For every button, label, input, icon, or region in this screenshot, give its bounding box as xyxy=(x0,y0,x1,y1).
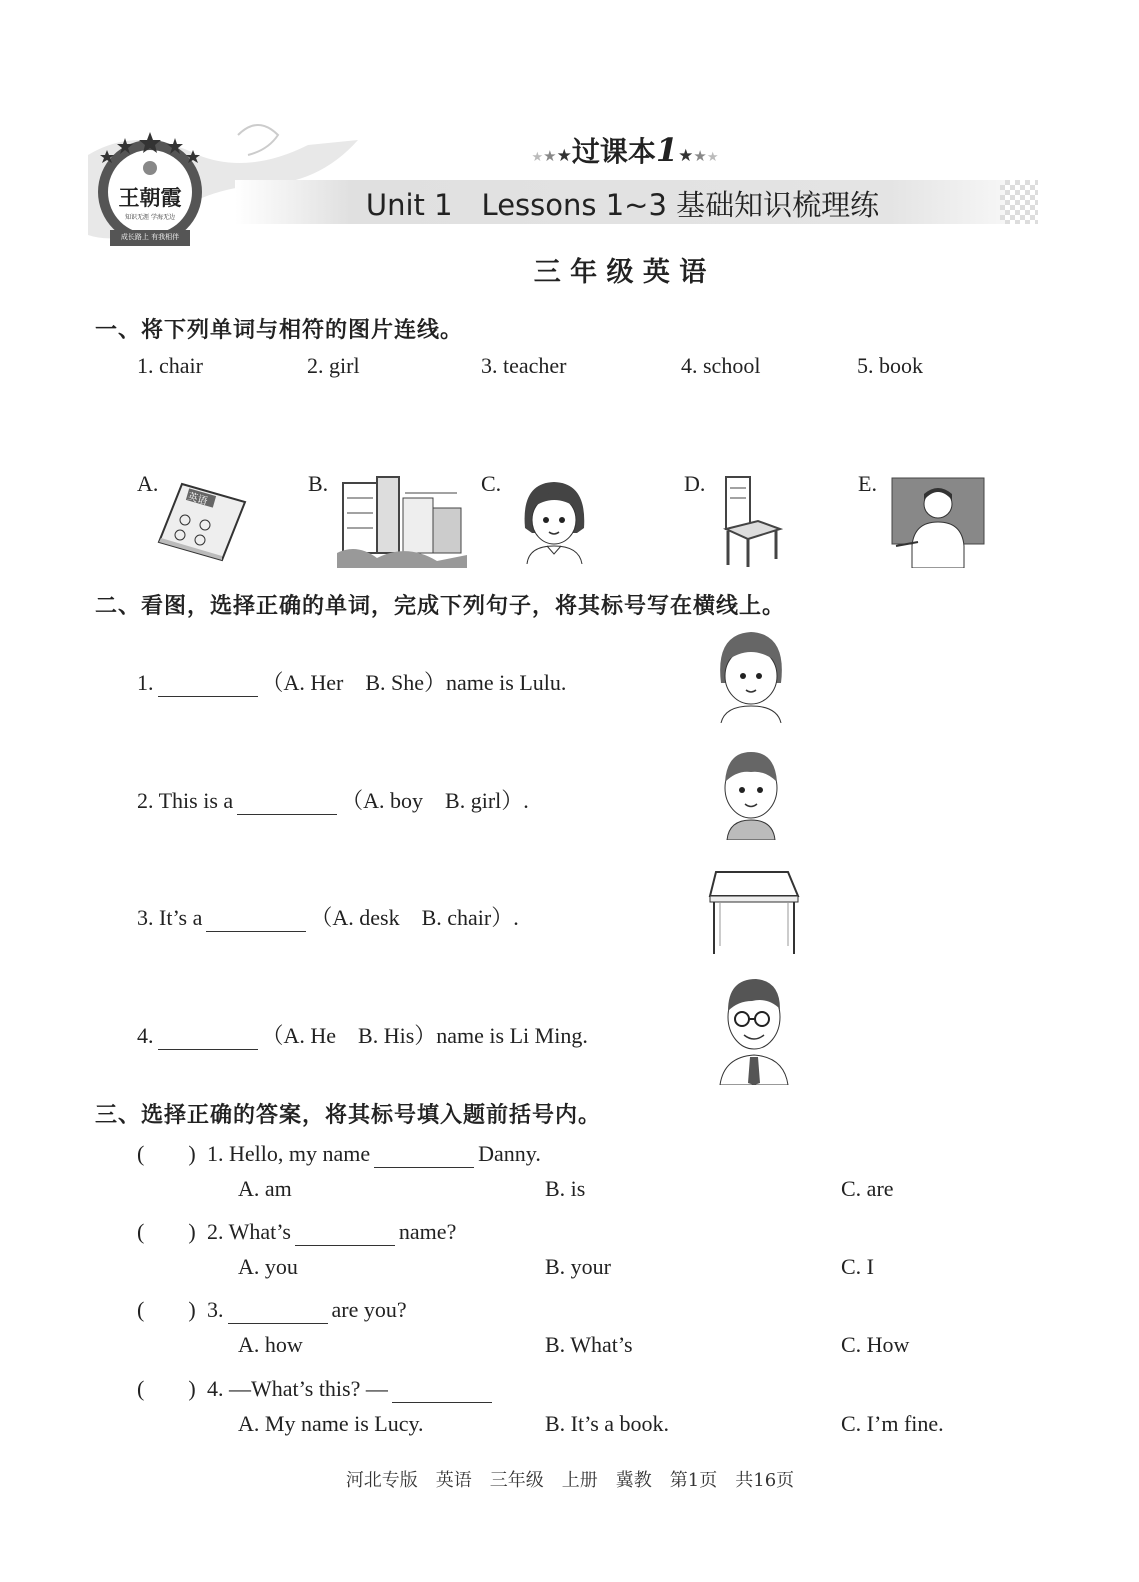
s2-item-1-post: （A. Her B. She）name is Lulu. xyxy=(261,670,567,695)
s2-answer-blank-3[interactable] xyxy=(206,909,306,932)
s2-item-4 xyxy=(137,1019,588,1050)
badge-number: 1 xyxy=(655,131,679,169)
s3-q1-option-b: B. is xyxy=(545,1176,586,1201)
s3-question-2 xyxy=(137,1215,456,1246)
s3-blank-3 xyxy=(228,1301,328,1324)
s2-item-2-pre: 2. This is a xyxy=(137,788,234,813)
logo-name: 王朝霞 xyxy=(118,185,182,210)
s3-q4-option-a: A. My name is Lucy. xyxy=(238,1411,424,1436)
star-icon: ★ xyxy=(531,150,544,165)
s3-question-1 xyxy=(137,1137,541,1168)
section3-heading: 三、选择正确的答案，将其标号填入题前括号内。 xyxy=(95,1103,602,1128)
s2-item-4-post: （A. He B. His）name is Li Ming. xyxy=(261,1023,588,1048)
s2-item-2-post: （A. boy B. girl）. xyxy=(341,788,529,813)
s2-item-3-pre: 3. It’s a xyxy=(137,905,203,930)
s3-blank-4 xyxy=(392,1380,492,1403)
s2-item-3 xyxy=(137,901,519,932)
answer-bracket-3[interactable]: ( ) xyxy=(137,1297,196,1322)
section1-heading: 一、将下列单词与相符的图片连线。 xyxy=(95,318,464,343)
star-icon: ★ xyxy=(543,147,557,165)
picture-label-e: E. xyxy=(858,471,877,496)
picture-label-c: C. xyxy=(481,471,502,496)
s2-item-1-pre: 1. xyxy=(137,670,154,695)
word-3: 3. teacher xyxy=(481,353,567,378)
s2-answer-blank-4[interactable] xyxy=(158,1027,258,1050)
word-4: 4. school xyxy=(681,353,761,378)
checker-decoration-icon xyxy=(1000,180,1038,224)
s3-question-4 xyxy=(137,1372,496,1403)
s3-q3-text: 3. xyxy=(207,1297,224,1322)
s2-answer-blank-1[interactable] xyxy=(158,674,258,697)
boy-picture-icon xyxy=(715,748,787,840)
s3-q3-option-b: B. What’s xyxy=(545,1332,633,1357)
picture-label-d: D. xyxy=(684,471,706,496)
li-ming-picture-icon xyxy=(714,975,794,1085)
s3-blank-1 xyxy=(374,1145,474,1168)
picture-label-a: A. xyxy=(137,471,159,496)
star-icon: ★ xyxy=(556,146,572,166)
girl-picture-icon xyxy=(517,478,592,564)
s3-q1-option-c: C. are xyxy=(841,1176,894,1201)
star-icon: ★ xyxy=(693,147,707,165)
answer-bracket-2[interactable]: ( ) xyxy=(137,1219,196,1244)
logo-sub1: 知识无涯 学海无边 xyxy=(125,214,175,221)
book-title: 英语 xyxy=(186,491,209,508)
answer-bracket-1[interactable]: ( ) xyxy=(137,1141,196,1166)
s3-q2-option-b: B. your xyxy=(545,1254,611,1279)
s2-item-3-post: （A. desk B. chair）. xyxy=(310,905,519,930)
s3-q3-after: are you? xyxy=(331,1297,407,1322)
s3-q4-option-b: B. It’s a book. xyxy=(545,1411,670,1436)
s3-q4-option-c: C. I’m fine. xyxy=(841,1411,944,1436)
s3-q1-text: 1. Hello, my name xyxy=(207,1141,371,1166)
chair-picture-icon xyxy=(718,473,783,568)
teacher-picture-icon xyxy=(890,476,986,568)
s3-blank-2 xyxy=(295,1223,395,1246)
section2-heading: 二、看图，选择正确的单词，完成下列句子，将其标号写在横线上。 xyxy=(95,594,786,619)
s2-item-4-pre: 4. xyxy=(137,1023,154,1048)
s3-q2-option-a: A. you xyxy=(238,1254,298,1279)
star-icon: ★ xyxy=(678,146,694,166)
s3-q2-after: name? xyxy=(398,1219,457,1244)
s3-q2-option-c: C. I xyxy=(841,1254,874,1279)
girl-lulu-picture-icon xyxy=(713,628,789,723)
s2-item-2 xyxy=(137,784,529,815)
book-picture-icon xyxy=(157,482,247,562)
word-2: 2. girl xyxy=(307,353,360,378)
s3-q3-option-c: C. How xyxy=(841,1332,910,1357)
s3-q3-option-a: A. how xyxy=(238,1332,303,1357)
star-icon: ★ xyxy=(706,150,719,165)
answer-bracket-4[interactable]: ( ) xyxy=(137,1376,196,1401)
s2-answer-blank-2[interactable] xyxy=(237,792,337,815)
s3-question-3 xyxy=(137,1293,407,1324)
s3-q4-text: 4. —What’s this? — xyxy=(207,1376,388,1401)
s3-q1-after: Danny. xyxy=(478,1141,541,1166)
page-footer: 河北专版 英语 三年级 上册 冀教 第1页 共16页 xyxy=(345,1470,795,1491)
desk-picture-icon xyxy=(708,868,800,956)
s3-q2-text: 2. What’s xyxy=(207,1219,291,1244)
word-1: 1. chair xyxy=(137,353,203,378)
page-title: Unit 1 Lessons 1~3 基础知识梳理练 xyxy=(365,188,880,222)
s2-item-1 xyxy=(137,666,566,697)
logo xyxy=(95,130,205,255)
lesson-badge xyxy=(500,130,750,170)
picture-label-b: B. xyxy=(308,471,329,496)
word-5: 5. book xyxy=(857,353,923,378)
logo-sub2: 成长路上 有我相伴 xyxy=(120,233,180,241)
badge-label: 过课本 xyxy=(571,135,656,168)
school-picture-icon xyxy=(337,473,467,568)
s3-q1-option-a: A. am xyxy=(238,1176,292,1201)
page-subtitle: 三 年 级 英 语 xyxy=(533,257,707,288)
